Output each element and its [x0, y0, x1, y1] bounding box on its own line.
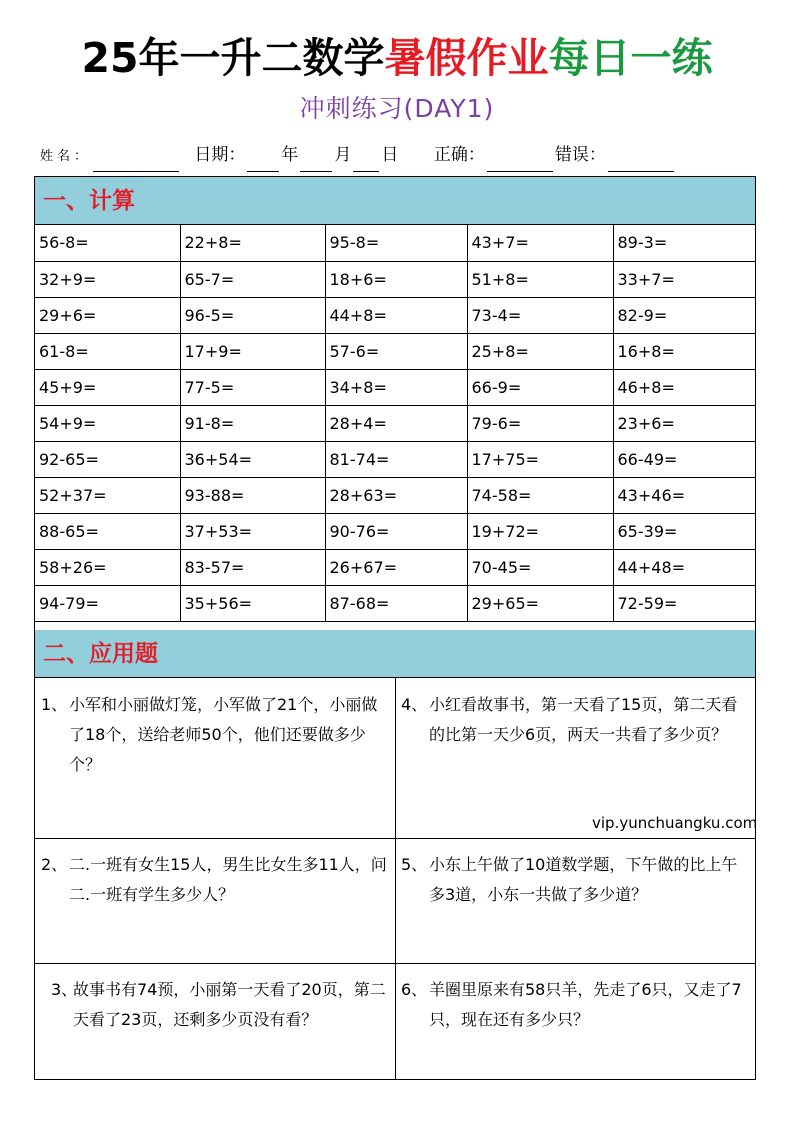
calculation-row: [35, 441, 755, 477]
problem-text: 小红看故事书，第一天看了15页，第二天看的比第一天少6页，两天一共看了多少页？: [429, 695, 738, 744]
section-calculation-heading: 一、计算: [35, 177, 755, 225]
calculation-cell[interactable]: 19+72=: [467, 513, 613, 549]
month-blank[interactable]: [300, 151, 332, 172]
calculation-cell[interactable]: 91-8=: [180, 405, 325, 441]
problem-text: 羊圈里原来有58只羊，先走了6只，又走了7只，现在还有多少只？: [429, 980, 742, 1029]
calculation-row: [35, 297, 755, 333]
calculation-cell[interactable]: 23+6=: [613, 405, 755, 441]
date-label: 日期：: [194, 145, 246, 165]
problem-number: 3、: [51, 980, 78, 999]
calculation-row: [35, 513, 755, 549]
problem-text: 二.一班有女生15人，男生比女生多11人，问二.一班有学生多少人？: [69, 855, 387, 904]
calculation-row: [35, 261, 755, 297]
calculation-cell[interactable]: 77-5=: [180, 369, 325, 405]
calculation-cell[interactable]: 90-76=: [325, 513, 467, 549]
word-problem[interactable]: [35, 678, 395, 838]
calculation-cell[interactable]: 45+9=: [35, 369, 180, 405]
calculation-cell[interactable]: 28+4=: [325, 405, 467, 441]
calculation-cell[interactable]: 44+8=: [325, 297, 467, 333]
calculation-cell[interactable]: 37+53=: [180, 513, 325, 549]
word-problem[interactable]: [395, 963, 755, 1080]
calculation-row: [35, 585, 755, 621]
name-blank[interactable]: [93, 151, 179, 172]
calculation-cell[interactable]: 52+37=: [35, 477, 180, 513]
calculation-cell[interactable]: 58+26=: [35, 549, 180, 585]
correct-blank[interactable]: [487, 151, 553, 172]
calculation-row: [35, 225, 755, 261]
calculation-cell[interactable]: 65-7=: [180, 261, 325, 297]
month-label: 月: [334, 145, 352, 165]
calculation-cell[interactable]: 33+7=: [613, 261, 755, 297]
calculation-cell[interactable]: 56-8=: [35, 225, 180, 261]
calculation-cell[interactable]: 96-5=: [180, 297, 325, 333]
word-problem[interactable]: [35, 838, 395, 963]
calculation-cell[interactable]: 43+46=: [613, 477, 755, 513]
calculation-cell[interactable]: 51+8=: [467, 261, 613, 297]
calculation-cell[interactable]: 73-4=: [467, 297, 613, 333]
calculation-cell[interactable]: 95-8=: [325, 225, 467, 261]
calculation-cell[interactable]: 32+9=: [35, 261, 180, 297]
calculation-cell[interactable]: 54+9=: [35, 405, 180, 441]
problem-text: 故事书有74预，小丽第一天看了20页，第二天看了23页，还剩多少页没有看？: [73, 980, 386, 1029]
title-part-summer-homework: 暑假作业: [384, 34, 549, 82]
calculation-cell[interactable]: 65-39=: [613, 513, 755, 549]
calculation-cell[interactable]: 89-3=: [613, 225, 755, 261]
problem-number: 1、: [41, 695, 68, 714]
section-word-problems-heading: 二、应用题: [35, 630, 755, 678]
calculation-cell[interactable]: 17+9=: [180, 333, 325, 369]
year-label: 年: [281, 145, 299, 165]
calculation-cell[interactable]: 94-79=: [35, 585, 180, 621]
word-problems-grid: [35, 678, 758, 1080]
watermark: vip.yunchuangku.com: [592, 814, 758, 832]
calculation-cell[interactable]: 36+54=: [180, 441, 325, 477]
calculation-cell[interactable]: 29+6=: [35, 297, 180, 333]
calculation-cell[interactable]: 61-8=: [35, 333, 180, 369]
title-part-daily-practice: 每日一练: [548, 34, 713, 82]
calculation-cell[interactable]: 88-65=: [35, 513, 180, 549]
calculation-cell[interactable]: 81-74=: [325, 441, 467, 477]
problem-number: 4、: [401, 695, 428, 714]
calculation-row: [35, 549, 755, 585]
calculation-cell[interactable]: 87-68=: [325, 585, 467, 621]
problem-text: 小军和小丽做灯笼，小军做了21个，小丽做了18个，送给老师50个，他们还要做多少个？: [69, 695, 378, 774]
calculation-cell[interactable]: 28+63=: [325, 477, 467, 513]
name-label: 姓名：: [40, 149, 92, 164]
page-subtitle: 冲刺练习(DAY1): [299, 94, 495, 123]
wrong-blank[interactable]: [608, 151, 674, 172]
wrong-label: 错误：: [554, 145, 606, 165]
word-problem[interactable]: [395, 838, 755, 963]
calculation-cell[interactable]: 66-9=: [467, 369, 613, 405]
calculation-cell[interactable]: 46+8=: [613, 369, 755, 405]
calculation-cell[interactable]: 82-9=: [613, 297, 755, 333]
calculation-table: [35, 225, 755, 622]
worksheet: [34, 176, 756, 1080]
calculation-cell[interactable]: 79-6=: [467, 405, 613, 441]
calculation-cell[interactable]: 72-59=: [613, 585, 755, 621]
student-info-line: [40, 140, 760, 170]
problem-number: 5、: [401, 855, 428, 874]
problem-number: 2、: [41, 855, 68, 874]
calculation-row: [35, 369, 755, 405]
calculation-cell[interactable]: 18+6=: [325, 261, 467, 297]
calculation-cell[interactable]: 43+7=: [467, 225, 613, 261]
calculation-cell[interactable]: 16+8=: [613, 333, 755, 369]
day-blank[interactable]: [353, 151, 379, 172]
day-label: 日: [381, 145, 399, 165]
calculation-cell[interactable]: 35+56=: [180, 585, 325, 621]
calculation-cell[interactable]: 34+8=: [325, 369, 467, 405]
problem-number: 6、: [401, 980, 428, 999]
calculation-cell[interactable]: 92-65=: [35, 441, 180, 477]
calculation-cell[interactable]: 22+8=: [180, 225, 325, 261]
calculation-row: [35, 477, 755, 513]
calculation-cell[interactable]: 26+67=: [325, 549, 467, 585]
calculation-cell[interactable]: 29+65=: [467, 585, 613, 621]
page-title: [0, 30, 794, 86]
correct-label: 正确：: [433, 145, 485, 165]
calculation-cell[interactable]: 74-58=: [467, 477, 613, 513]
calculation-cell[interactable]: 57-6=: [325, 333, 467, 369]
title-part-grade: 25年一升二数学: [81, 34, 385, 82]
calculation-cell[interactable]: 17+75=: [467, 441, 613, 477]
word-problem[interactable]: [35, 963, 395, 1080]
calculation-row: [35, 333, 755, 369]
calculation-cell[interactable]: 93-88=: [180, 477, 325, 513]
calculation-cell[interactable]: 66-49=: [613, 441, 755, 477]
calculation-row: [35, 405, 755, 441]
calculation-cell[interactable]: 70-45=: [467, 549, 613, 585]
calculation-cell[interactable]: 44+48=: [613, 549, 755, 585]
year-blank[interactable]: [247, 151, 279, 172]
calculation-cell[interactable]: 83-57=: [180, 549, 325, 585]
calculation-cell[interactable]: 25+8=: [467, 333, 613, 369]
problem-text: 小东上午做了10道数学题，下午做的比上午多3道，小东一共做了多少道？: [429, 855, 738, 904]
